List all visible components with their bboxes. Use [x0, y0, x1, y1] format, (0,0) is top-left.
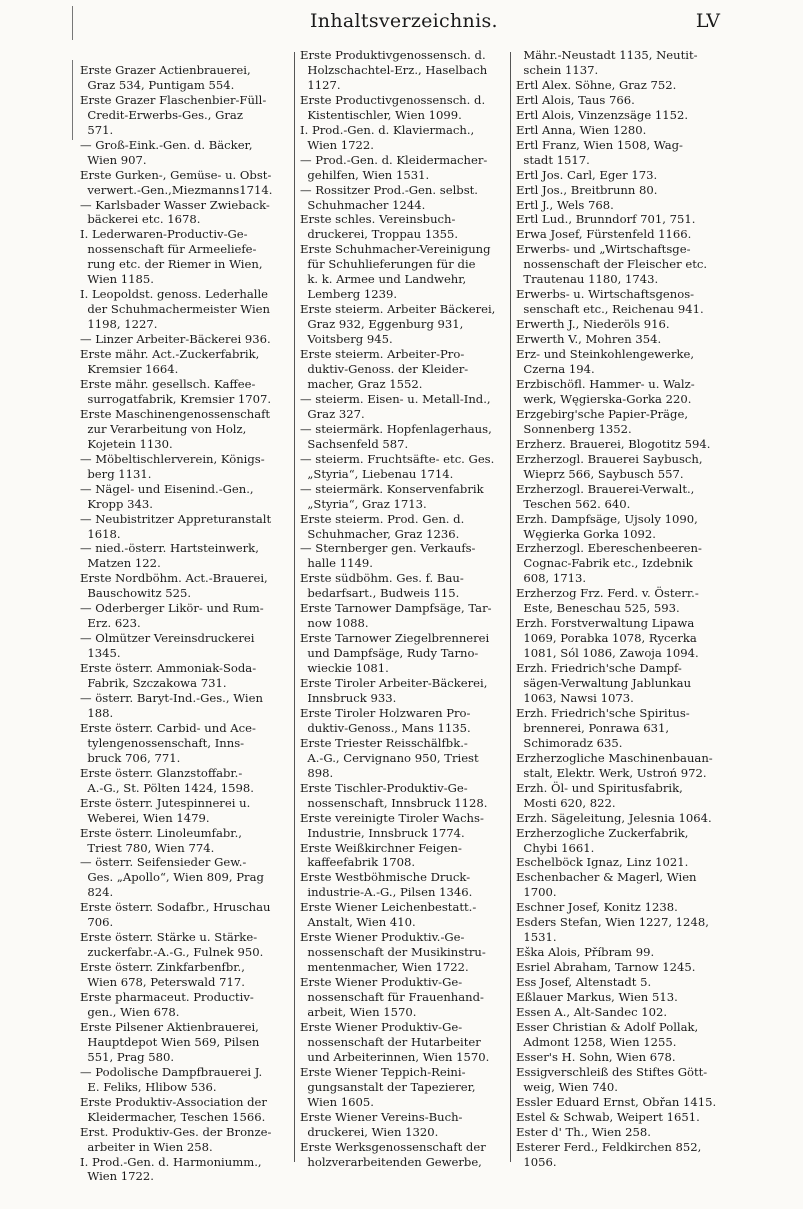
index-entry-line: schein 1137.	[516, 62, 599, 77]
index-entry-line: Graz 534, Puntigam 554.	[80, 77, 235, 92]
index-entry-line: Esser's H. Sohn, Wien 678.	[516, 1049, 676, 1064]
index-entry-line: Erste österr. Ammoniak-Soda-	[80, 661, 257, 676]
index-entry-line: Erzherzogl. Brauerei Saybusch,	[516, 451, 703, 466]
index-entry-line: — steierm. Eisen- u. Metall-Ind.,	[300, 391, 491, 406]
index-entry-line: Ertl Jos., Breitbrunn 80.	[516, 182, 658, 197]
index-entry-line: E. Feliks, Hlibow 536.	[80, 1079, 217, 1094]
index-entry-line: bäckerei etc. 1678.	[80, 212, 201, 227]
index-entry-line: Erste Tarnower Ziegelbrennerei	[300, 631, 490, 646]
index-entry-line: Wien 678, Peterswald 717.	[80, 975, 245, 990]
index-entry-line: 1127.	[300, 77, 341, 92]
index-entry-line: Erste südböhm. Ges. f. Bau-	[300, 571, 464, 586]
index-entry-line: — österr. Baryt-Ind.-Ges., Wien	[80, 690, 263, 705]
index-entry-line: — steiermärk. Konservenfabrik	[300, 481, 484, 496]
index-entry-line: 1618.	[80, 526, 121, 541]
index-entry-line: Ester d' Th., Wien 258.	[516, 1124, 651, 1139]
index-entry-line: nossenschaft der Musikinstru-	[300, 945, 486, 960]
index-entry-line: A.-G., St. Pölten 1424, 1598.	[80, 780, 254, 795]
index-entry-line: Erste Schuhmacher-Vereinigung	[300, 242, 491, 257]
index-entry-line: Kojetein 1130.	[80, 436, 173, 451]
index-entry-line: Erste vereinigte Tiroler Wachs-	[300, 810, 484, 825]
index-entry-line: Erz. 623.	[80, 616, 141, 631]
index-entry-line: Wien 907.	[80, 152, 147, 167]
index-entry-line: Weberei, Wien 1479.	[80, 810, 210, 825]
index-entry-line: stalt, Elektr. Werk, Ustroń 972.	[516, 765, 707, 780]
index-entry-line: Wien 1605.	[300, 1094, 374, 1109]
index-entry-line: Voitsberg 945.	[300, 332, 393, 347]
index-entry-line: Schuhmacher, Graz 1236.	[300, 526, 460, 541]
index-entry-line: 608, 1713.	[516, 571, 587, 586]
index-entry-line: Trautenau 1180, 1743.	[516, 272, 659, 287]
index-entry-line: „Styria“, Liebenau 1714.	[300, 466, 454, 481]
index-entry-line: berg 1131.	[80, 466, 152, 481]
index-entry-line: Sachsenfeld 587.	[300, 436, 409, 451]
index-entry-line: weig, Wien 740.	[516, 1079, 618, 1094]
index-entry-line: Esriel Abraham, Tarnow 1245.	[516, 960, 696, 975]
index-entry-line: und Arbeiterinnen, Wien 1570.	[300, 1049, 490, 1064]
index-entry-line: Erste Westböhmische Druck-	[300, 870, 471, 885]
index-entry-line: Mähr.-Neustadt 1135, Neutit-	[516, 48, 698, 62]
page-number: LV	[695, 10, 720, 32]
index-entry-line: Teschen 562. 640.	[516, 496, 631, 511]
index-entry-line: Erste Productivgenossensch. d.	[300, 92, 486, 107]
index-entry-line: sägen-Verwaltung Jablunkau	[516, 676, 692, 691]
index-entry-line: Erste Wiener Leichenbestatt.-	[300, 900, 477, 915]
index-entry-line: Essigverschleiß des Stiftes Gött-	[516, 1064, 708, 1079]
index-entry-line: Kropp 343.	[80, 496, 153, 511]
index-entry-line: Chybi 1661.	[516, 840, 595, 855]
column-divider	[294, 52, 295, 1162]
index-entry-line: Ertl Alois, Taus 766.	[516, 92, 635, 107]
index-entry-line: gen., Wien 678.	[80, 1005, 180, 1019]
index-entry-line: Czerna 194.	[516, 362, 595, 377]
index-entry-line: — Nägel- und Eisenind.-Gen.,	[80, 481, 254, 496]
index-entry-line: verwert.-Gen.,Miezmanns1714.	[80, 182, 273, 197]
index-entry-line: Schimoradz 635.	[516, 735, 623, 750]
index-entry-line: Matzen 122.	[80, 556, 161, 571]
index-entry-line: zuckerfabr.-A.-G., Fulnek 950.	[80, 945, 264, 960]
index-entry-line: Erzgebirg'sche Papier-Präge,	[516, 406, 688, 421]
index-entry-line: Erste Maschinengenossenschaft	[80, 406, 271, 421]
index-entry-line: 1700.	[516, 885, 557, 900]
index-entry-line: — Karlsbader Wasser Zwieback-	[80, 197, 270, 212]
index-entry-line: Erste österr. Jutespinnerei u.	[80, 795, 251, 810]
index-entry-line: — Groß-Eink.-Gen. d. Bäcker,	[80, 137, 253, 152]
index-entry-line: Erzh. Friedrich'sche Dampf-	[516, 661, 682, 676]
index-entry-line: wieckie 1081.	[300, 661, 389, 676]
index-entry-line: gehilfen, Wien 1531.	[300, 167, 430, 182]
index-entry-line: 1056.	[516, 1154, 557, 1169]
index-entry-line: Erzh. Öl- und Spiritusfabrik,	[516, 780, 683, 795]
index-entry-line: gungsanstalt der Tapezierer,	[300, 1079, 476, 1094]
index-entry-line: Erzherzogliche Zuckerfabrik,	[516, 825, 689, 840]
index-entry-line: Erzherz. Brauerei, Blogotitz 594.	[516, 436, 711, 451]
index-entry-line: 1063, Nawsi 1073.	[516, 690, 634, 705]
index-entry-line: Erwerth V., Mohren 354.	[516, 332, 662, 347]
index-entry-line: Erste Wiener Vereins-Buch-	[300, 1109, 463, 1124]
index-entry-line: Erste steierm. Arbeiter-Pro-	[300, 347, 465, 362]
index-entry-line: Erzh. Friedrich'sche Spiritus-	[516, 705, 690, 720]
index-entry-line: Erste Triester Reisschälfbk.-	[300, 735, 468, 750]
margin-rule-left	[72, 60, 73, 140]
index-entry-line: Ges. „Apollo“, Wien 809, Prag	[80, 870, 264, 885]
index-entry-line: druckerei, Troppau 1355.	[300, 227, 459, 242]
index-entry-line: 706.	[80, 915, 114, 930]
index-entry-line: holzverarbeitenden Gewerbe,	[300, 1154, 482, 1169]
index-entry-line: Erste Nordböhm. Act.-Brauerei,	[80, 571, 268, 586]
index-entry-line: Erzh. Sägeleitung, Jelesnia 1064.	[516, 810, 712, 825]
index-entry-line: Erste mähr. gesellsch. Kaffee-	[80, 376, 256, 391]
page-title: Inhaltsverzeichnis.	[310, 10, 498, 32]
index-entry-line: werk, Węgierska-Gorka 220.	[516, 391, 692, 406]
index-entry-line: Erste österr. Linoleumfabr.,	[80, 825, 242, 840]
index-entry-line: Esterer Ferd., Feldkirchen 852,	[516, 1139, 702, 1154]
index-entry-line: — Podolische Dampfbrauerei J.	[80, 1064, 263, 1079]
index-entry-line: Erste Weißkirchner Feigen-	[300, 840, 462, 855]
index-entry-line: Esders Stefan, Wien 1227, 1248,	[516, 915, 709, 930]
index-entry-line: — nied.-österr. Hartsteinwerk,	[80, 541, 259, 556]
index-entry-line: — Prod.-Gen. d. Kleidermacher-	[300, 152, 488, 167]
index-entry-line: Lemberg 1239.	[300, 287, 398, 302]
index-entry-line: — Oderberger Likör- und Rum-	[80, 601, 264, 616]
index-entry-line: Erzherzogl. Brauerei-Verwalt.,	[516, 481, 695, 496]
index-entry-line: Erste mähr. Act.-Zuckerfabrik,	[80, 347, 260, 362]
index-entry-line: brennerei, Ponrawa 631,	[516, 720, 670, 735]
index-entry-line: — Linzer Arbeiter-Bäckerei 936.	[80, 332, 271, 347]
index-entry-line: Wien 1722.	[300, 137, 374, 152]
index-entry-line: Węgierka Gorka 1092.	[516, 526, 656, 541]
index-entry-line: now 1088.	[300, 616, 369, 631]
index-entry-line: Wieprz 566, Saybusch 557.	[516, 466, 684, 481]
index-entry-line: Kremsier 1664.	[80, 362, 179, 377]
index-entry-line: k. k. Armee und Landwehr,	[300, 272, 467, 287]
index-entry-line: Innsbruck 933.	[300, 690, 397, 705]
index-entry-line: Erste österr. Stärke u. Stärke-	[80, 930, 258, 945]
index-entry-line: Erste Wiener Produktiv.-Ge-	[300, 930, 465, 945]
index-entry-line: Ess Josef, Altenstadt 5.	[516, 975, 652, 990]
index-entry-line: kaffeefabrik 1708.	[300, 855, 416, 870]
index-entry-line: Erste Wiener Teppich-Reini-	[300, 1064, 466, 1079]
index-entry-line: Ertl Alex. Söhne, Graz 752.	[516, 77, 677, 92]
index-entry-line: I. Prod.-Gen. d. Klaviermach.,	[300, 122, 475, 137]
index-entry-line: Kleidermacher, Teschen 1566.	[80, 1109, 266, 1124]
index-entry-line: Schuhmacher 1244.	[300, 197, 426, 212]
index-entry-line: nossenschaft, Innsbruck 1128.	[300, 795, 488, 810]
index-entry-line: Wien 1722.	[80, 1169, 154, 1184]
index-entry-line: nossenschaft für Frauenhand-	[300, 990, 484, 1005]
index-entry-line: Erste steierm. Prod. Gen. d.	[300, 511, 465, 526]
index-entry-line: 1081, Sól 1086, Zawoja 1094.	[516, 646, 699, 661]
index-entry-line: 551, Prag 580.	[80, 1049, 175, 1064]
index-entry-line: Erste schles. Vereinsbuch-	[300, 212, 456, 227]
index-entry-line: nossenschaft der Hutarbeiter	[300, 1034, 481, 1049]
index-entry-line: — Rossitzer Prod.-Gen. selbst.	[300, 182, 478, 197]
index-entry-line: — österr. Seifensieder Gew.-	[80, 855, 247, 870]
index-entry-line: Erste Wiener Produktiv-Ge-	[300, 1019, 463, 1034]
index-entry-line: Erzh. Forstverwaltung Lipawa	[516, 616, 695, 631]
index-entry-line: Erz- und Steinkohlengewerke,	[516, 347, 695, 362]
margin-rule-top	[72, 6, 73, 40]
index-entry-line: industrie-A.-G., Pilsen 1346.	[300, 885, 473, 900]
index-entry-line: — Möbeltischlerverein, Königs-	[80, 451, 265, 466]
index-entry-line: Erste Gurken-, Gemüse- u. Obst-	[80, 167, 272, 182]
index-entry-line: 898.	[300, 765, 334, 780]
index-entry-line: Ertl Lud., Brunndorf 701, 751.	[516, 212, 696, 227]
index-entry-line: Bauschowitz 525.	[80, 586, 192, 601]
index-entry-line: Ertl J., Wels 768.	[516, 197, 614, 212]
index-entry-line: für Schuhlieferungen für die	[300, 257, 476, 272]
index-entry-line: Graz 932, Eggenburg 931,	[300, 317, 464, 332]
index-entry-line: 1531.	[516, 930, 557, 945]
index-entry-line: Essler Eduard Ernst, Obřan 1415.	[516, 1094, 717, 1109]
index-entry-line: I. Prod.-Gen. d. Harmoniumm.,	[80, 1154, 262, 1169]
index-entry-line: Erzherzogliche Maschinenbauan-	[516, 750, 713, 765]
index-entry-line: Fabrik, Szczakowa 731.	[80, 676, 227, 691]
index-entry-line: Erste Tarnower Dampfsäge, Tar-	[300, 601, 492, 616]
index-entry-line: Ertl Jos. Carl, Eger 173.	[516, 167, 658, 182]
index-entry-line: Industrie, Innsbruck 1774.	[300, 825, 465, 840]
index-entry-line: 1345.	[80, 646, 121, 661]
index-entry-line: Eßlauer Markus, Wien 513.	[516, 990, 678, 1005]
index-entry-line: Sonnenberg 1352.	[516, 421, 632, 436]
index-entry-line: macher, Graz 1552.	[300, 376, 423, 391]
index-entry-line: Erwerth J., Niederöls 916.	[516, 317, 670, 332]
index-entry-line: Kistentischler, Wien 1099.	[300, 107, 462, 122]
index-entry-line: arbeit, Wien 1570.	[300, 1005, 417, 1019]
index-entry-line: Erste österr. Glanzstoffabr.-	[80, 765, 243, 780]
column-divider	[510, 52, 511, 1162]
index-entry-line: Eschner Josef, Konitz 1238.	[516, 900, 678, 915]
index-entry-line: Anstalt, Wien 410.	[300, 915, 416, 930]
index-entry-line: Erst. Produktiv-Ges. der Bronze-	[80, 1124, 272, 1139]
index-entry-line: Wien 1185.	[80, 272, 154, 287]
index-entry-line: Erste Tiroler Arbeiter-Bäckerei,	[300, 676, 488, 691]
index-entry-line: duktiv-Genoss., Mans 1135.	[300, 720, 471, 735]
index-entry-line: der Schuhmachermeister Wien	[80, 302, 270, 317]
index-entry-line: Erste Werksgenossenschaft der	[300, 1139, 486, 1154]
index-entry-line: stadt 1517.	[516, 152, 590, 167]
index-column-3	[516, 48, 724, 1198]
index-entry-line: mentenmacher, Wien 1722.	[300, 960, 469, 975]
index-entry-line: Esser Christian & Adolf Pollak,	[516, 1019, 699, 1034]
index-entry-line: 1198, 1227.	[80, 317, 158, 332]
index-entry-line: 1069, Porabka 1078, Rycerka	[516, 631, 697, 646]
index-entry-line: Essen A., Alt-Sandec 102.	[516, 1005, 668, 1019]
index-entry-line: Erste steierm. Arbeiter Bäckerei,	[300, 302, 496, 317]
index-entry-line: druckerei, Wien 1320.	[300, 1124, 439, 1139]
index-entry-line: Erste Tiroler Holzwaren Pro-	[300, 705, 471, 720]
index-entry-line: bruck 706, 771.	[80, 750, 181, 765]
index-entry-line: Admont 1258, Wien 1255.	[516, 1034, 677, 1049]
index-entry-line: Erste pharmaceut. Productiv-	[80, 990, 254, 1005]
index-entry-line: Erwerbs- u. Wirtschaftsgenos-	[516, 287, 695, 302]
index-entry-line: Mosti 620, 822.	[516, 795, 616, 810]
index-entry-line: Ertl Alois, Vinzenzsäge 1152.	[516, 107, 689, 122]
index-entry-line: Erste österr. Zinkfarbenfbr.,	[80, 960, 245, 975]
index-column-2	[300, 48, 508, 1198]
index-entry-line: Ertl Anna, Wien 1280.	[516, 122, 647, 137]
index-entry-line: Erste Produktiv-Association der	[80, 1094, 267, 1109]
index-entry-line: Estel & Schwab, Weipert 1651.	[516, 1109, 700, 1124]
index-entry-line: Erste Produktivgenossensch. d.	[300, 48, 486, 62]
index-columns	[80, 48, 723, 1198]
index-entry-line: — steiermärk. Hopfenlagerhaus,	[300, 421, 492, 436]
index-entry-line: Erzherzog Frz. Ferd. v. Österr.-	[516, 586, 699, 601]
index-entry-line: — Sternberger gen. Verkaufs-	[300, 541, 476, 556]
index-entry-line: bedarfsart., Budweis 115.	[300, 586, 460, 601]
index-entry-line: Erste Grazer Actienbrauerei,	[80, 62, 251, 77]
index-entry-line: senschaft etc., Reichenau 941.	[516, 302, 704, 317]
index-entry-line: und Dampfsäge, Rudy Tarno-	[300, 646, 479, 661]
index-entry-line: I. Lederwaren-Productiv-Ge-	[80, 227, 248, 242]
index-entry-line: rung etc. der Riemer in Wien,	[80, 257, 263, 272]
index-entry-line: Graz 327.	[300, 406, 365, 421]
page-header	[80, 10, 720, 40]
index-entry-line: — Olmützer Vereinsdruckerei	[80, 631, 255, 646]
index-entry-line: Ertl Franz, Wien 1508, Wag-	[516, 137, 683, 152]
index-entry-line: tylengenossenschaft, Inns-	[80, 735, 245, 750]
index-column-1	[80, 48, 288, 1198]
index-entry-line: Erzh. Dampfsäge, Ujsoly 1090,	[516, 511, 698, 526]
index-entry-line: Este, Beneschau 525, 593.	[516, 601, 680, 616]
index-entry-line: Eška Alois, Příbram 99.	[516, 945, 655, 960]
index-entry-line: 188.	[80, 705, 114, 720]
index-entry-line: Erzherzogl. Ebereschenbeeren-	[516, 541, 702, 556]
index-entry-line: 571.	[80, 122, 114, 137]
index-entry-line: — Neubistritzer Appreturanstalt	[80, 511, 272, 526]
index-entry-line: — steierm. Fruchtsäfte- etc. Ges.	[300, 451, 495, 466]
index-entry-line: I. Leopoldst. genoss. Lederhalle	[80, 287, 269, 302]
index-entry-line: „Styria“, Graz 1713.	[300, 496, 427, 511]
index-entry-line: Triest 780, Wien 774.	[80, 840, 215, 855]
index-entry-line: Erwa Josef, Fürstenfeld 1166.	[516, 227, 692, 242]
index-entry-line: A.-G., Cervignano 950, Triest	[300, 750, 479, 765]
index-entry-line: Erste österr. Carbid- und Ace-	[80, 720, 256, 735]
index-entry-line: Credit-Erwerbs-Ges., Graz	[80, 107, 243, 122]
index-entry-line: nossenschaft für Armeeliefe-	[80, 242, 257, 257]
index-entry-line: Eschenbacher & Magerl, Wien	[516, 870, 697, 885]
index-entry-line: Holzschachtel-Erz., Haselbach	[300, 62, 488, 77]
index-entry-line: Hauptdepot Wien 569, Pilsen	[80, 1034, 260, 1049]
index-entry-line: Erste österr. Sodafbr., Hruschau	[80, 900, 271, 915]
index-entry-line: surrogatfabrik, Kremsier 1707.	[80, 391, 272, 406]
index-entry-line: Erste Pilsener Aktienbrauerei,	[80, 1019, 259, 1034]
index-entry-line: zur Verarbeitung von Holz,	[80, 421, 247, 436]
index-entry-line: Erste Tischler-Produktiv-Ge-	[300, 780, 468, 795]
index-entry-line: nossenschaft der Fleischer etc.	[516, 257, 708, 272]
index-entry-line: Cognac-Fabrik etc., Izdebnik	[516, 556, 693, 571]
index-entry-line: 824.	[80, 885, 114, 900]
index-entry-line: Erzbischöfl. Hammer- u. Walz-	[516, 376, 695, 391]
index-entry-line: Erste Wiener Produktiv-Ge-	[300, 975, 463, 990]
index-entry-line: arbeiter in Wien 258.	[80, 1139, 213, 1154]
index-entry-line: halle 1149.	[300, 556, 373, 571]
index-entry-line: duktiv-Genoss. der Kleider-	[300, 362, 469, 377]
index-entry-line: Eschelböck Ignaz, Linz 1021.	[516, 855, 689, 870]
index-entry-line: Erste Grazer Flaschenbier-Füll-	[80, 92, 267, 107]
index-entry-line	[80, 48, 288, 63]
index-entry-line: Erwerbs- und „Wirtschaftsge-	[516, 242, 691, 257]
